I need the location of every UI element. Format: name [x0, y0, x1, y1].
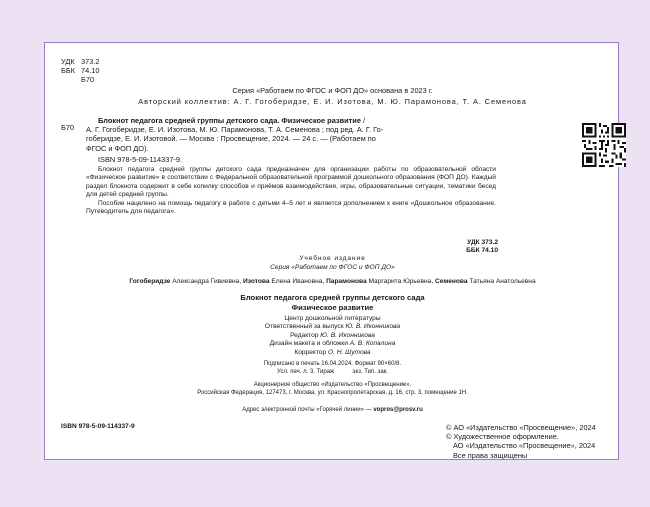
imprint-title: Блокнот педагога средней группы детского сада Физическое развитие — [240, 293, 425, 312]
edition-type: Учебное издание — [299, 255, 366, 262]
bbk-value: 74.10 — [81, 66, 100, 76]
copyright-line: © АО «Издательство «Просвещение», 2024 — [446, 423, 596, 432]
bbk-code: ББК 74.10 — [466, 247, 498, 255]
staff-credits — [45, 315, 620, 357]
print-details: Подписано в печать 16.04.2024. Формат 90×60/8. Усл. печ. л. 3. Тираж экз. Тип. зак. — [263, 361, 402, 375]
udk-value: 373.2 — [81, 57, 100, 66]
staff-line: Редактор Ю. В. Иконникова — [290, 331, 375, 339]
udk-label: УДК — [61, 57, 75, 66]
publisher-info: Акционерное общество «Издательство «Просвещение». Российская Федерация, 127473, г. Москва, ул. Краснопролетарская, д. 16, стр. 3, помещение 1Н. — [197, 382, 468, 396]
biblio-line: гоберидзе, Е. И. Изотовой. — Москва : Просвещение, 2024. — 24 с. — (Работаем по — [86, 134, 376, 144]
biblio-line: ФГОС и ФОП ДО). — [86, 143, 149, 153]
bibliographic-mark: Б70 — [61, 123, 75, 132]
footer-isbn: ISBN 978-5-09-114337-9 — [61, 423, 135, 430]
copyright-line: Все права защищены — [453, 450, 528, 460]
staff-line: Ответственный за выпуск Ю. В. Иконникова — [264, 323, 401, 331]
copyright-line: © Художественное оформление. — [446, 432, 559, 442]
bbk-label: ББК — [61, 66, 76, 76]
staff-line: Корректор О. Н. Шутова — [294, 348, 371, 356]
author-names: Гогоберидзе Александра Гивиевна, Изотова Елена Ивановна, Парамонова Маргарита Юрьевна, Семенова Татьяна Анатольевна — [129, 278, 536, 285]
qr-code-icon — [582, 123, 626, 167]
abstract-paragraph: Блокнот педагога средней группы детского сада предназначен для организации работы по образовательной области «Физическое развитие» в соответствии с Федеральной образовательной программой дошкольного образования (ФОП ДО). Каждый раздел блокнота содержит в себе копилку способов и приёмов взаимодействия, игры, образовательные ситуации, тематики бесед для детей средней группы. — [86, 166, 496, 199]
book-title: Блокнот педагога средней группы детского сада. Физическое развитие — [98, 116, 361, 125]
series-line: Серия «Работаем по ФГОС и ФОП ДО» основана в 2023 г. — [232, 86, 433, 95]
staff-line: Дизайн макета и обложки А. В. Копалина — [269, 340, 396, 348]
copyright-block — [446, 423, 596, 460]
classification-block — [400, 239, 498, 256]
bibliographic-record: Блокнот педагога средней группы детского сада. Физическое развитие / А. Г. Гогоберидзе, Е. И. Изотова, М. Ю. Парамонова, Т. А. Семенова ; под ред. А. Г. Го- гоберидзе, Е. И. Изотовой. — Москва : Просвещение, 2024. — 24 с. — (Работаем по ФГОС и ФОП ДО). ISBN 978-5-09-114337-9. Блокнот педагога средней группы детского сада предназначен для организации работы по образовательной области «Физическое развитие» в соответствии с Федеральной образовательной программой дошкольного образования (ФОП ДО). Каждый раздел блокнота содержит в себе копилку способов и приёмов взаимодействия, игры, образовательные ситуации, тематики бесед для детей средней группы. Пособие нацелено на помощь педагогу в работе с детьми 4–5 лет и является дополнением к книге «Дошкольное образование. Путеводитель для педагога». — [86, 116, 496, 216]
biblio-line: А. Г. Гогоберидзе, Е. И. Изотова, М. Ю. Парамонова, Т. А. Семенова ; под ред. А. Г. Го- — [86, 125, 384, 135]
isbn-line: ISBN 978-5-09-114337-9. — [98, 154, 183, 164]
imprint-header — [45, 255, 620, 273]
copyright-line: АО «Издательство «Просвещение», 2024 — [453, 441, 596, 451]
author-mark: Б70 — [81, 75, 95, 85]
udk-code: УДК 373.2 — [467, 239, 498, 246]
authors-line: Авторский коллектив: А. Г. Гогоберидзе, Е. И. Изотова, М. Ю. Парамонова, Т. А. Семенова — [138, 97, 527, 106]
abstract-paragraph: Пособие нацелено на помощь педагогу в работе с детьми 4–5 лет и является дополнением к книге «Дошкольное образование. Путеводитель для педагога». — [86, 199, 496, 216]
classification-codes — [61, 57, 100, 85]
imprint-series: Серия «Работаем по ФГОС и ФОП ДО» — [270, 264, 395, 272]
email-link[interactable]: vopros@prosv.ru — [373, 407, 423, 413]
copyright-page — [44, 42, 619, 460]
staff-line: Центр дошкольной литературы — [284, 315, 381, 322]
hotline-email: Адрес электронной почты «Горячей линии» — vopros@prosv.ru — [242, 407, 423, 413]
